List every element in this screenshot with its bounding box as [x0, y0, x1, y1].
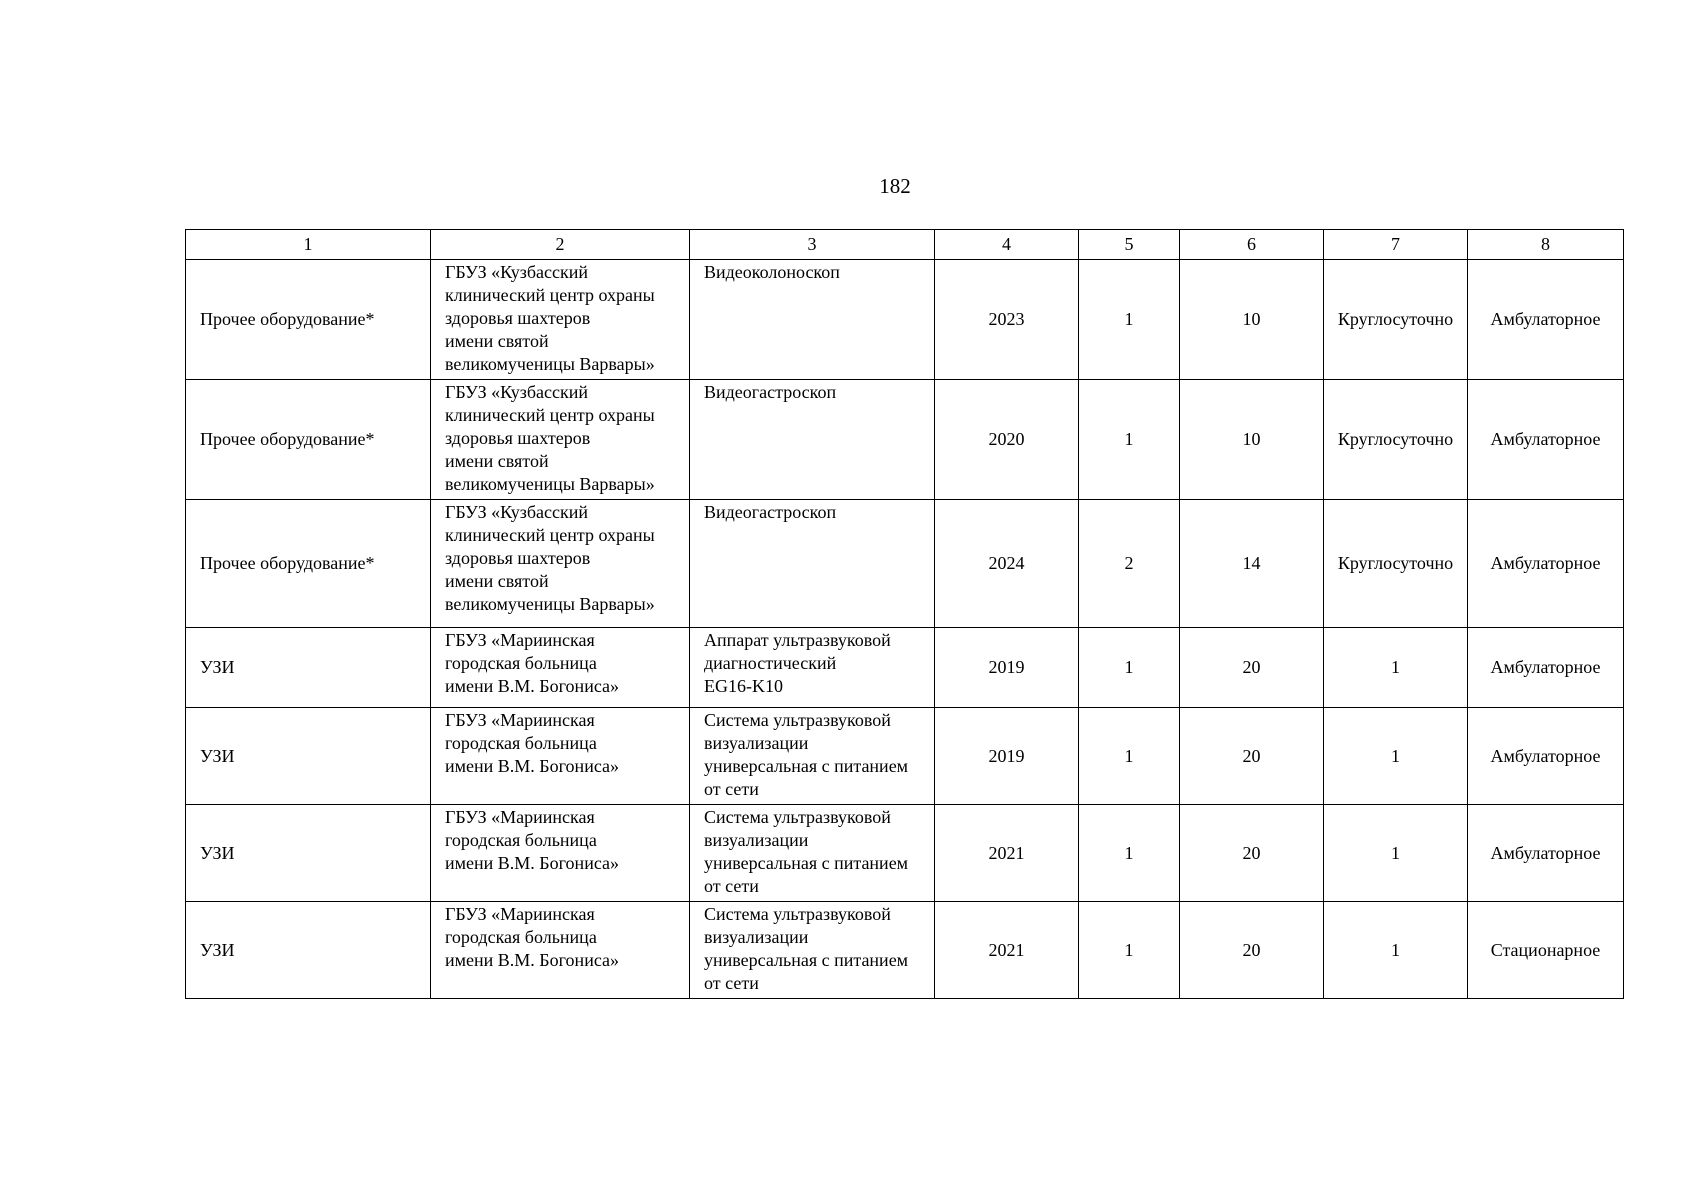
- type-cell: Амбулаторное: [1468, 708, 1624, 805]
- type-cell: Амбулаторное: [1468, 260, 1624, 380]
- mode-cell: 1: [1324, 805, 1468, 902]
- type-cell: Амбулаторное: [1468, 628, 1624, 708]
- institution-text: ГБУЗ «Мариинская городская больница имени В.М. Богониса»: [445, 904, 620, 970]
- column-header: 1: [186, 230, 431, 260]
- year-cell: 2021: [935, 805, 1079, 902]
- column-header: 3: [690, 230, 935, 260]
- institution-text: ГБУЗ «Кузбасский клинический центр охраны здоровья шахтеров имени святой великомученицы Варвары»: [445, 382, 655, 494]
- mode-cell: 1: [1324, 628, 1468, 708]
- institution-cell: [431, 500, 690, 628]
- institution-cell: [431, 628, 690, 708]
- mode-cell: Круглосуточно: [1324, 500, 1468, 628]
- type-cell: Амбулаторное: [1468, 500, 1624, 628]
- table-row: [186, 260, 1624, 380]
- column-header: 5: [1079, 230, 1180, 260]
- column-header: 8: [1468, 230, 1624, 260]
- load-cell: 20: [1180, 902, 1324, 999]
- category-cell: Прочее оборудование*: [186, 260, 431, 380]
- equipment-cell: [690, 500, 935, 628]
- institution-text: ГБУЗ «Кузбасский клинический центр охраны здоровья шахтеров имени святой великомученицы Варвары»: [445, 262, 655, 374]
- type-cell: Амбулаторное: [1468, 380, 1624, 500]
- institution-text: ГБУЗ «Мариинская городская больница имени В.М. Богониса»: [445, 807, 620, 873]
- column-header: 4: [935, 230, 1079, 260]
- category-cell: УЗИ: [186, 902, 431, 999]
- category-cell: Прочее оборудование*: [186, 500, 431, 628]
- equipment-text: Система ультразвуковой визуализации универсальная с питанием от сети: [704, 904, 909, 993]
- institution-cell: [431, 805, 690, 902]
- mode-cell: 1: [1324, 902, 1468, 999]
- table-row: [186, 628, 1624, 708]
- table-row: [186, 500, 1624, 628]
- institution-cell: [431, 260, 690, 380]
- type-cell: Амбулаторное: [1468, 805, 1624, 902]
- year-cell: 2019: [935, 708, 1079, 805]
- table-header-row: [186, 230, 1624, 260]
- institution-text: ГБУЗ «Мариинская городская больница имени В.М. Богониса»: [445, 630, 620, 696]
- load-cell: 14: [1180, 500, 1324, 628]
- table-row: [186, 805, 1624, 902]
- load-cell: 20: [1180, 628, 1324, 708]
- quantity-cell: 1: [1079, 902, 1180, 999]
- quantity-cell: 1: [1079, 805, 1180, 902]
- year-cell: 2020: [935, 380, 1079, 500]
- equipment-table: [185, 229, 1624, 999]
- table-row: [186, 708, 1624, 805]
- equipment-text: Видеогастроскоп: [704, 502, 837, 522]
- quantity-cell: 2: [1079, 500, 1180, 628]
- equipment-text: Система ультразвуковой визуализации универсальная с питанием от сети: [704, 807, 909, 896]
- page-number: 182: [879, 174, 911, 198]
- column-header: 7: [1324, 230, 1468, 260]
- column-header: 6: [1180, 230, 1324, 260]
- equipment-text: Видеоколоноскоп: [704, 262, 840, 282]
- institution-text: ГБУЗ «Мариинская городская больница имени В.М. Богониса»: [445, 710, 620, 776]
- quantity-cell: 1: [1079, 628, 1180, 708]
- equipment-cell: [690, 380, 935, 500]
- equipment-cell: [690, 805, 935, 902]
- quantity-cell: 1: [1079, 380, 1180, 500]
- equipment-text: Видеогастроскоп: [704, 382, 837, 402]
- institution-cell: [431, 380, 690, 500]
- load-cell: 20: [1180, 708, 1324, 805]
- type-cell: Стационарное: [1468, 902, 1624, 999]
- institution-text: ГБУЗ «Кузбасский клинический центр охраны здоровья шахтеров имени святой великомученицы Варвары»: [445, 502, 655, 614]
- year-cell: 2019: [935, 628, 1079, 708]
- quantity-cell: 1: [1079, 708, 1180, 805]
- mode-cell: Круглосуточно: [1324, 260, 1468, 380]
- load-cell: 20: [1180, 805, 1324, 902]
- quantity-cell: 1: [1079, 260, 1180, 380]
- load-cell: 10: [1180, 260, 1324, 380]
- equipment-cell: [690, 260, 935, 380]
- equipment-text: Аппарат ультразвуковой диагностический EG16-K10: [704, 630, 891, 696]
- year-cell: 2023: [935, 260, 1079, 380]
- load-cell: 10: [1180, 380, 1324, 500]
- table-row: [186, 380, 1624, 500]
- mode-cell: 1: [1324, 708, 1468, 805]
- equipment-text: Система ультразвуковой визуализации универсальная с питанием от сети: [704, 710, 909, 799]
- category-cell: Прочее оборудование*: [186, 380, 431, 500]
- table-row: [186, 902, 1624, 999]
- institution-cell: [431, 708, 690, 805]
- mode-cell: Круглосуточно: [1324, 380, 1468, 500]
- equipment-cell: [690, 902, 935, 999]
- equipment-cell: [690, 708, 935, 805]
- category-cell: УЗИ: [186, 628, 431, 708]
- equipment-cell: [690, 628, 935, 708]
- year-cell: 2021: [935, 902, 1079, 999]
- year-cell: 2024: [935, 500, 1079, 628]
- column-header: 2: [431, 230, 690, 260]
- category-cell: УЗИ: [186, 805, 431, 902]
- category-cell: УЗИ: [186, 708, 431, 805]
- institution-cell: [431, 902, 690, 999]
